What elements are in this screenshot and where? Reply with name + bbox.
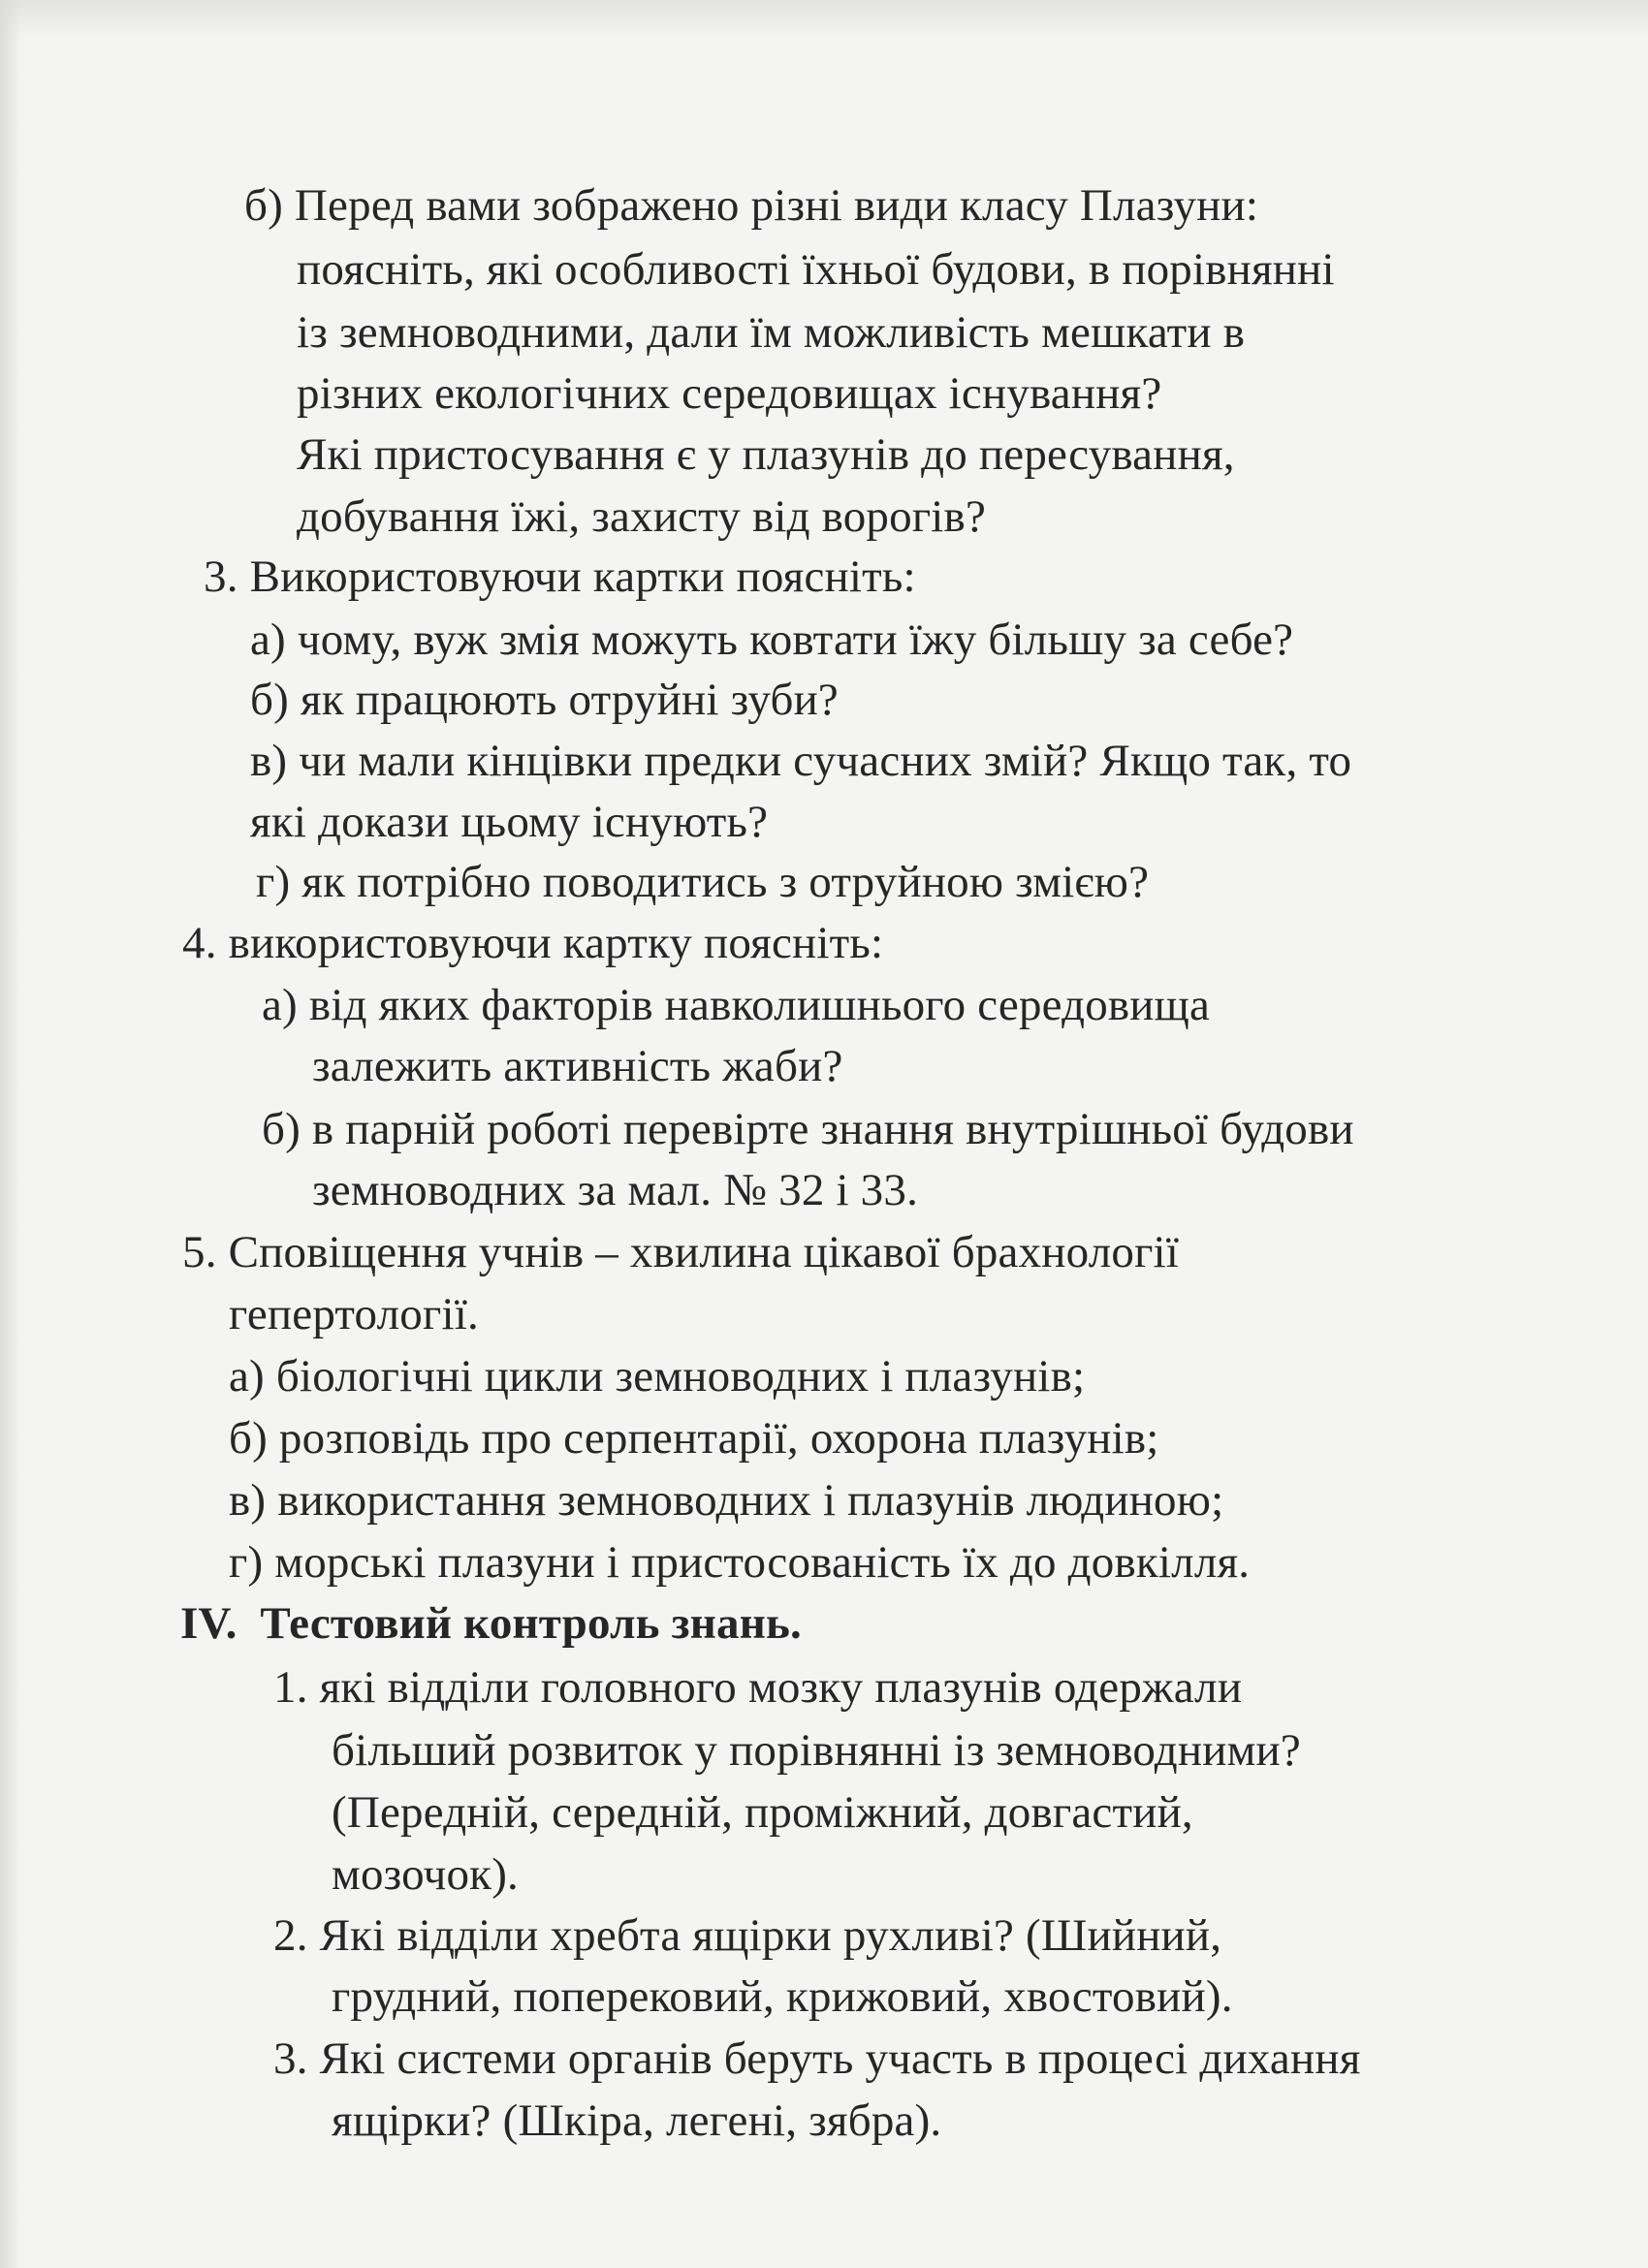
text-line: г) як потрібно поводитись з отруйною змією? <box>256 857 1150 907</box>
text-line: залежить активність жаби? <box>312 1041 843 1091</box>
text-line: в) чи мали кінцівки предки сучасних змій? Якщо так, то <box>250 736 1352 786</box>
text-line: грудний, поперековий, крижовий, хвостовий). <box>332 1971 1233 2022</box>
text-line: 3. Використовуючи картки поясніть: <box>204 551 916 602</box>
text-line: б) як працюють отруйні зуби? <box>250 675 839 725</box>
text-line: 1. які відділи головного мозку плазунів одержали <box>273 1662 1243 1713</box>
section-heading: IV. Тестовий контроль знань. <box>180 1598 803 1649</box>
text-line: гепертології. <box>229 1289 479 1339</box>
text-line: Які пристосування є у плазунів до пересування, <box>297 429 1235 480</box>
text-line: а) від яких факторів навколишнього середовища <box>262 980 1211 1030</box>
text-line: земноводних за мал. № 32 і 33. <box>312 1165 919 1215</box>
text-line: поясніть, які особливості їхньої будови, в порівнянні <box>297 244 1335 295</box>
text-line: 3. Які системи органів беруть участь в процесі дихання <box>273 2033 1361 2084</box>
text-line: б) в парній роботі перевірте знання внутрішньої будови <box>262 1104 1354 1154</box>
text-line: 4. використовуючи картку поясніть: <box>182 918 884 968</box>
text-line: різних екологічних середовищах існування? <box>297 368 1162 419</box>
text-line: ящірки? (Шкіра, легені, зябра). <box>332 2095 942 2146</box>
text-line: б) розповідь про серпентарії, охорона плазунів; <box>229 1413 1159 1464</box>
text-line: а) чому, вуж змія можуть ковтати їжу більшу за себе? <box>250 614 1294 665</box>
text-line: мозочок). <box>332 1849 519 1900</box>
text-line: г) морські плазуни і пристосованість їх до довкілля. <box>229 1537 1251 1588</box>
text-line: із земноводними, дали їм можливість мешкати в <box>297 307 1246 358</box>
text-line: добування їжі, захисту від ворогів? <box>297 491 987 542</box>
text-line: 2. Які відділи хребта ящірки рухливі? (Шийний, <box>273 1910 1222 1961</box>
text-line: які докази цьому існують? <box>250 797 769 847</box>
text-line: більший розвиток у порівнянні із земноводними? <box>332 1725 1301 1776</box>
text-line: (Передній, середній, проміжний, довгастий, <box>332 1787 1193 1838</box>
text-line: 5. Сповіщення учнів – хвилина цікавої брахнології <box>182 1227 1180 1277</box>
text-line: в) використання земноводних і плазунів людиною; <box>229 1475 1224 1526</box>
text-line: б) Перед вами зображено різні види класу Плазуни: <box>244 180 1259 231</box>
text-line: а) біологічні цикли земноводних і плазунів; <box>229 1351 1086 1402</box>
